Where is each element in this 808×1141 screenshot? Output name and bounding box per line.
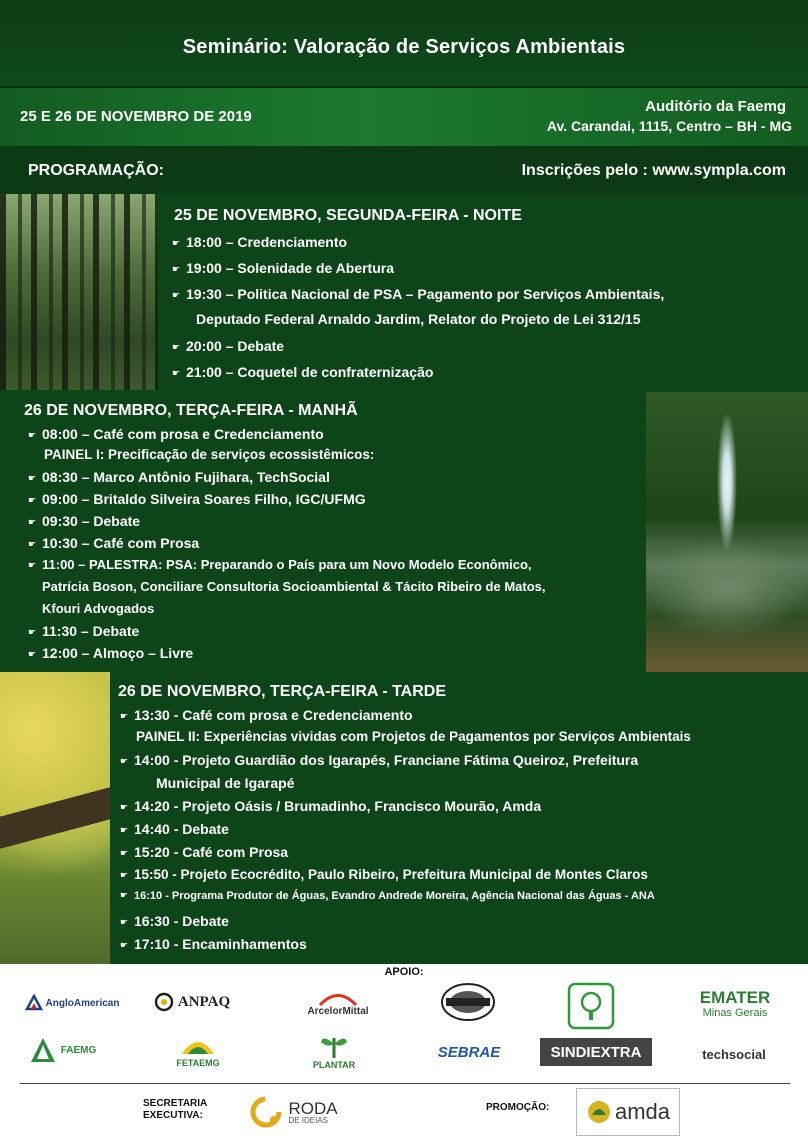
venue-address: Av. Carandai, 1115, Centro – BH - MG <box>546 118 792 134</box>
emater-logo: EMATER Minas Gerais <box>699 987 771 1020</box>
list-item: ☛ 11:30 – Debate <box>28 623 140 639</box>
roda-de-ideias-logo: RODA DE IDEIAS <box>238 1092 348 1132</box>
hand-bullet-icon: ☛ <box>120 756 129 766</box>
seal-logo <box>438 982 498 1022</box>
hand-bullet-icon: ☛ <box>120 917 129 927</box>
arcelormittal-logo: ArcelorMittal <box>298 986 378 1022</box>
list-item: ☛ 18:00 – Credenciamento <box>172 234 348 250</box>
schedule-list <box>172 234 664 390</box>
tree-canopy-photo <box>0 672 110 964</box>
fetaemg-mark-icon <box>178 1030 218 1058</box>
schedule-list <box>120 707 691 959</box>
session-nov26-morning <box>0 390 808 672</box>
anglo-american-logo: AngloAmerican <box>20 986 124 1020</box>
hand-bullet-icon: ☛ <box>28 539 37 549</box>
list-item: ☛ 12:00 – Almoço – Livre <box>28 645 194 661</box>
program-band <box>0 146 808 194</box>
hand-bullet-icon: ☛ <box>172 290 181 300</box>
amda-mark-icon <box>586 1099 612 1125</box>
list-item-continuation: Patrícia Boson, Conciliare Consultoria Socioambiental & Tácito Ribeiro de Matos, <box>42 579 546 594</box>
list-item: ☛ 19:30 – Politica Nacional de PSA – Pagamento por Serviços Ambientais, <box>172 286 665 302</box>
hand-bullet-icon: ☛ <box>28 560 37 570</box>
list-item: ☛ 14:00 - Projeto Guardião dos Igarapés, Franciane Fátima Queiroz, Prefeitura <box>120 752 639 768</box>
plantar-mark-icon <box>317 1030 351 1060</box>
list-item: ☛ 15:50 - Projeto Ecocrédito, Paulo Ribeiro, Prefeitura Municipal de Montes Claros <box>120 867 648 882</box>
list-item: ☛ 10:30 – Café com Prosa <box>28 535 200 551</box>
hand-bullet-icon: ☛ <box>172 238 181 248</box>
promotion-label: PROMOÇÃO: <box>486 1102 550 1113</box>
event-date: 25 E 26 DE NOVEMBRO DE 2019 <box>20 108 252 125</box>
hand-bullet-icon: ☛ <box>120 848 129 858</box>
hand-bullet-icon: ☛ <box>120 711 129 721</box>
list-item: ☛ 20:00 – Debate <box>172 338 285 354</box>
hand-bullet-icon: ☛ <box>28 473 37 483</box>
waterfall-photo <box>646 392 808 672</box>
arcelor-mark-icon <box>316 992 360 1006</box>
hand-bullet-icon: ☛ <box>172 368 181 378</box>
hand-bullet-icon: ☛ <box>28 649 37 659</box>
session-heading: 26 DE NOVEMBRO, TERÇA-FEIRA - MANHÃ <box>24 402 358 419</box>
list-item: ☛ 09:30 – Debate <box>28 513 141 529</box>
signup-info: Inscrições pelo : www.sympla.com <box>521 162 786 179</box>
hand-bullet-icon: ☛ <box>120 940 129 950</box>
hand-bullet-icon: ☛ <box>120 870 129 880</box>
divider <box>20 1083 790 1084</box>
panel-title: PAINEL II: Experiências vividas com Projetos de Pagamentos por Serviços Ambientais <box>136 729 691 744</box>
program-label: PROGRAMAÇÃO: <box>28 162 164 179</box>
anpaq-mark-icon <box>154 992 174 1012</box>
session-heading: 25 DE NOVEMBRO, SEGUNDA-FEIRA - NOITE <box>174 207 522 224</box>
sindiextra-logo: SINDIEXTRA <box>540 1038 652 1066</box>
fetaemg-logo: FETAEMG <box>160 1026 236 1072</box>
info-band <box>0 88 808 146</box>
list-item: ☛ 15:20 - Café com Prosa <box>120 844 289 860</box>
list-item: ☛ 14:20 - Projeto Oásis / Brumadinho, Francisco Mourão, Amda <box>120 798 542 814</box>
list-item: ☛ 13:30 - Café com prosa e Credenciamento <box>120 707 413 723</box>
session-nov26-afternoon <box>0 672 808 964</box>
schedule-list <box>28 426 545 667</box>
list-item: ☛ 17:10 - Encaminhamentos <box>120 936 307 952</box>
seal-icon <box>440 982 496 1022</box>
sebrae-logo: SEBRAE <box>437 1043 501 1061</box>
hand-bullet-icon: ☛ <box>28 517 37 527</box>
list-item-continuation: Deputado Federal Arnaldo Jardim, Relator do Projeto de Lei 312/15 <box>196 311 641 327</box>
forest-photo <box>0 194 158 390</box>
list-item-continuation: Municipal de Igarapé <box>156 775 295 791</box>
list-item: ☛ 19:00 – Solenidade de Abertura <box>172 260 394 276</box>
hand-bullet-icon: ☛ <box>172 264 181 274</box>
sponsors-section <box>0 964 808 1141</box>
hand-bullet-icon: ☛ <box>120 802 129 812</box>
support-label: APOIO: <box>384 966 424 978</box>
amda-logo: amda <box>576 1088 680 1136</box>
hand-bullet-icon: ☛ <box>172 342 181 352</box>
list-item: ☛ 21:00 – Coquetel de confraternização <box>172 364 434 380</box>
executive-secretariat-label: SECRETARIA EXECUTIVA: <box>143 1098 207 1121</box>
roda-mark-icon <box>248 1094 284 1130</box>
anpaq-logo: ANPAQ <box>144 984 240 1020</box>
hand-bullet-icon: ☛ <box>28 627 37 637</box>
session-nov25-night <box>0 194 808 390</box>
list-item: ☛ 11:00 – PALESTRA: PSA: Preparando o País para um Novo Modelo Econômico, <box>28 557 532 572</box>
hand-bullet-icon: ☛ <box>120 890 129 900</box>
list-item: ☛ 08:30 – Marco Antônio Fujihara, TechSocial <box>28 469 330 485</box>
list-item: ☛ 08:00 – Café com prosa e Credenciamento <box>28 426 324 442</box>
list-item: ☛ 14:40 - Debate <box>120 821 229 837</box>
hand-bullet-icon: ☛ <box>120 825 129 835</box>
hand-bullet-icon: ☛ <box>28 430 37 440</box>
event-title: Seminário: Valoração de Serviços Ambientais <box>182 36 626 58</box>
anglo-mark-icon <box>25 994 43 1012</box>
faemg-mark-icon <box>28 1035 58 1065</box>
plantar-logo: PLANTAR <box>306 1026 362 1074</box>
list-item: ☛ 09:00 – Britaldo Silveira Soares Filho, IGC/UFMG <box>28 491 366 507</box>
cenibra-mark-icon <box>567 982 615 1030</box>
list-item: ☛ 16:30 - Debate <box>120 913 229 929</box>
title-band <box>0 0 808 88</box>
hand-bullet-icon: ☛ <box>28 495 37 505</box>
venue-name: Auditório da Faemg <box>645 98 786 115</box>
faemg-logo: FAEMG <box>18 1032 106 1068</box>
techsocial-logo: techsocial <box>702 1046 766 1062</box>
cenibra-logo <box>566 982 616 1030</box>
list-item-continuation: Kfouri Advogados <box>42 601 155 616</box>
session-heading: 26 DE NOVEMBRO, TERÇA-FEIRA - TARDE <box>118 683 447 700</box>
list-item: ☛ 16:10 - Programa Produtor de Águas, Evandro Andrede Moreira, Agência Nacional das Águas - ANA <box>120 890 655 902</box>
panel-title: PAINEL I: Precificação de serviços ecossistêmicos: <box>44 447 375 462</box>
